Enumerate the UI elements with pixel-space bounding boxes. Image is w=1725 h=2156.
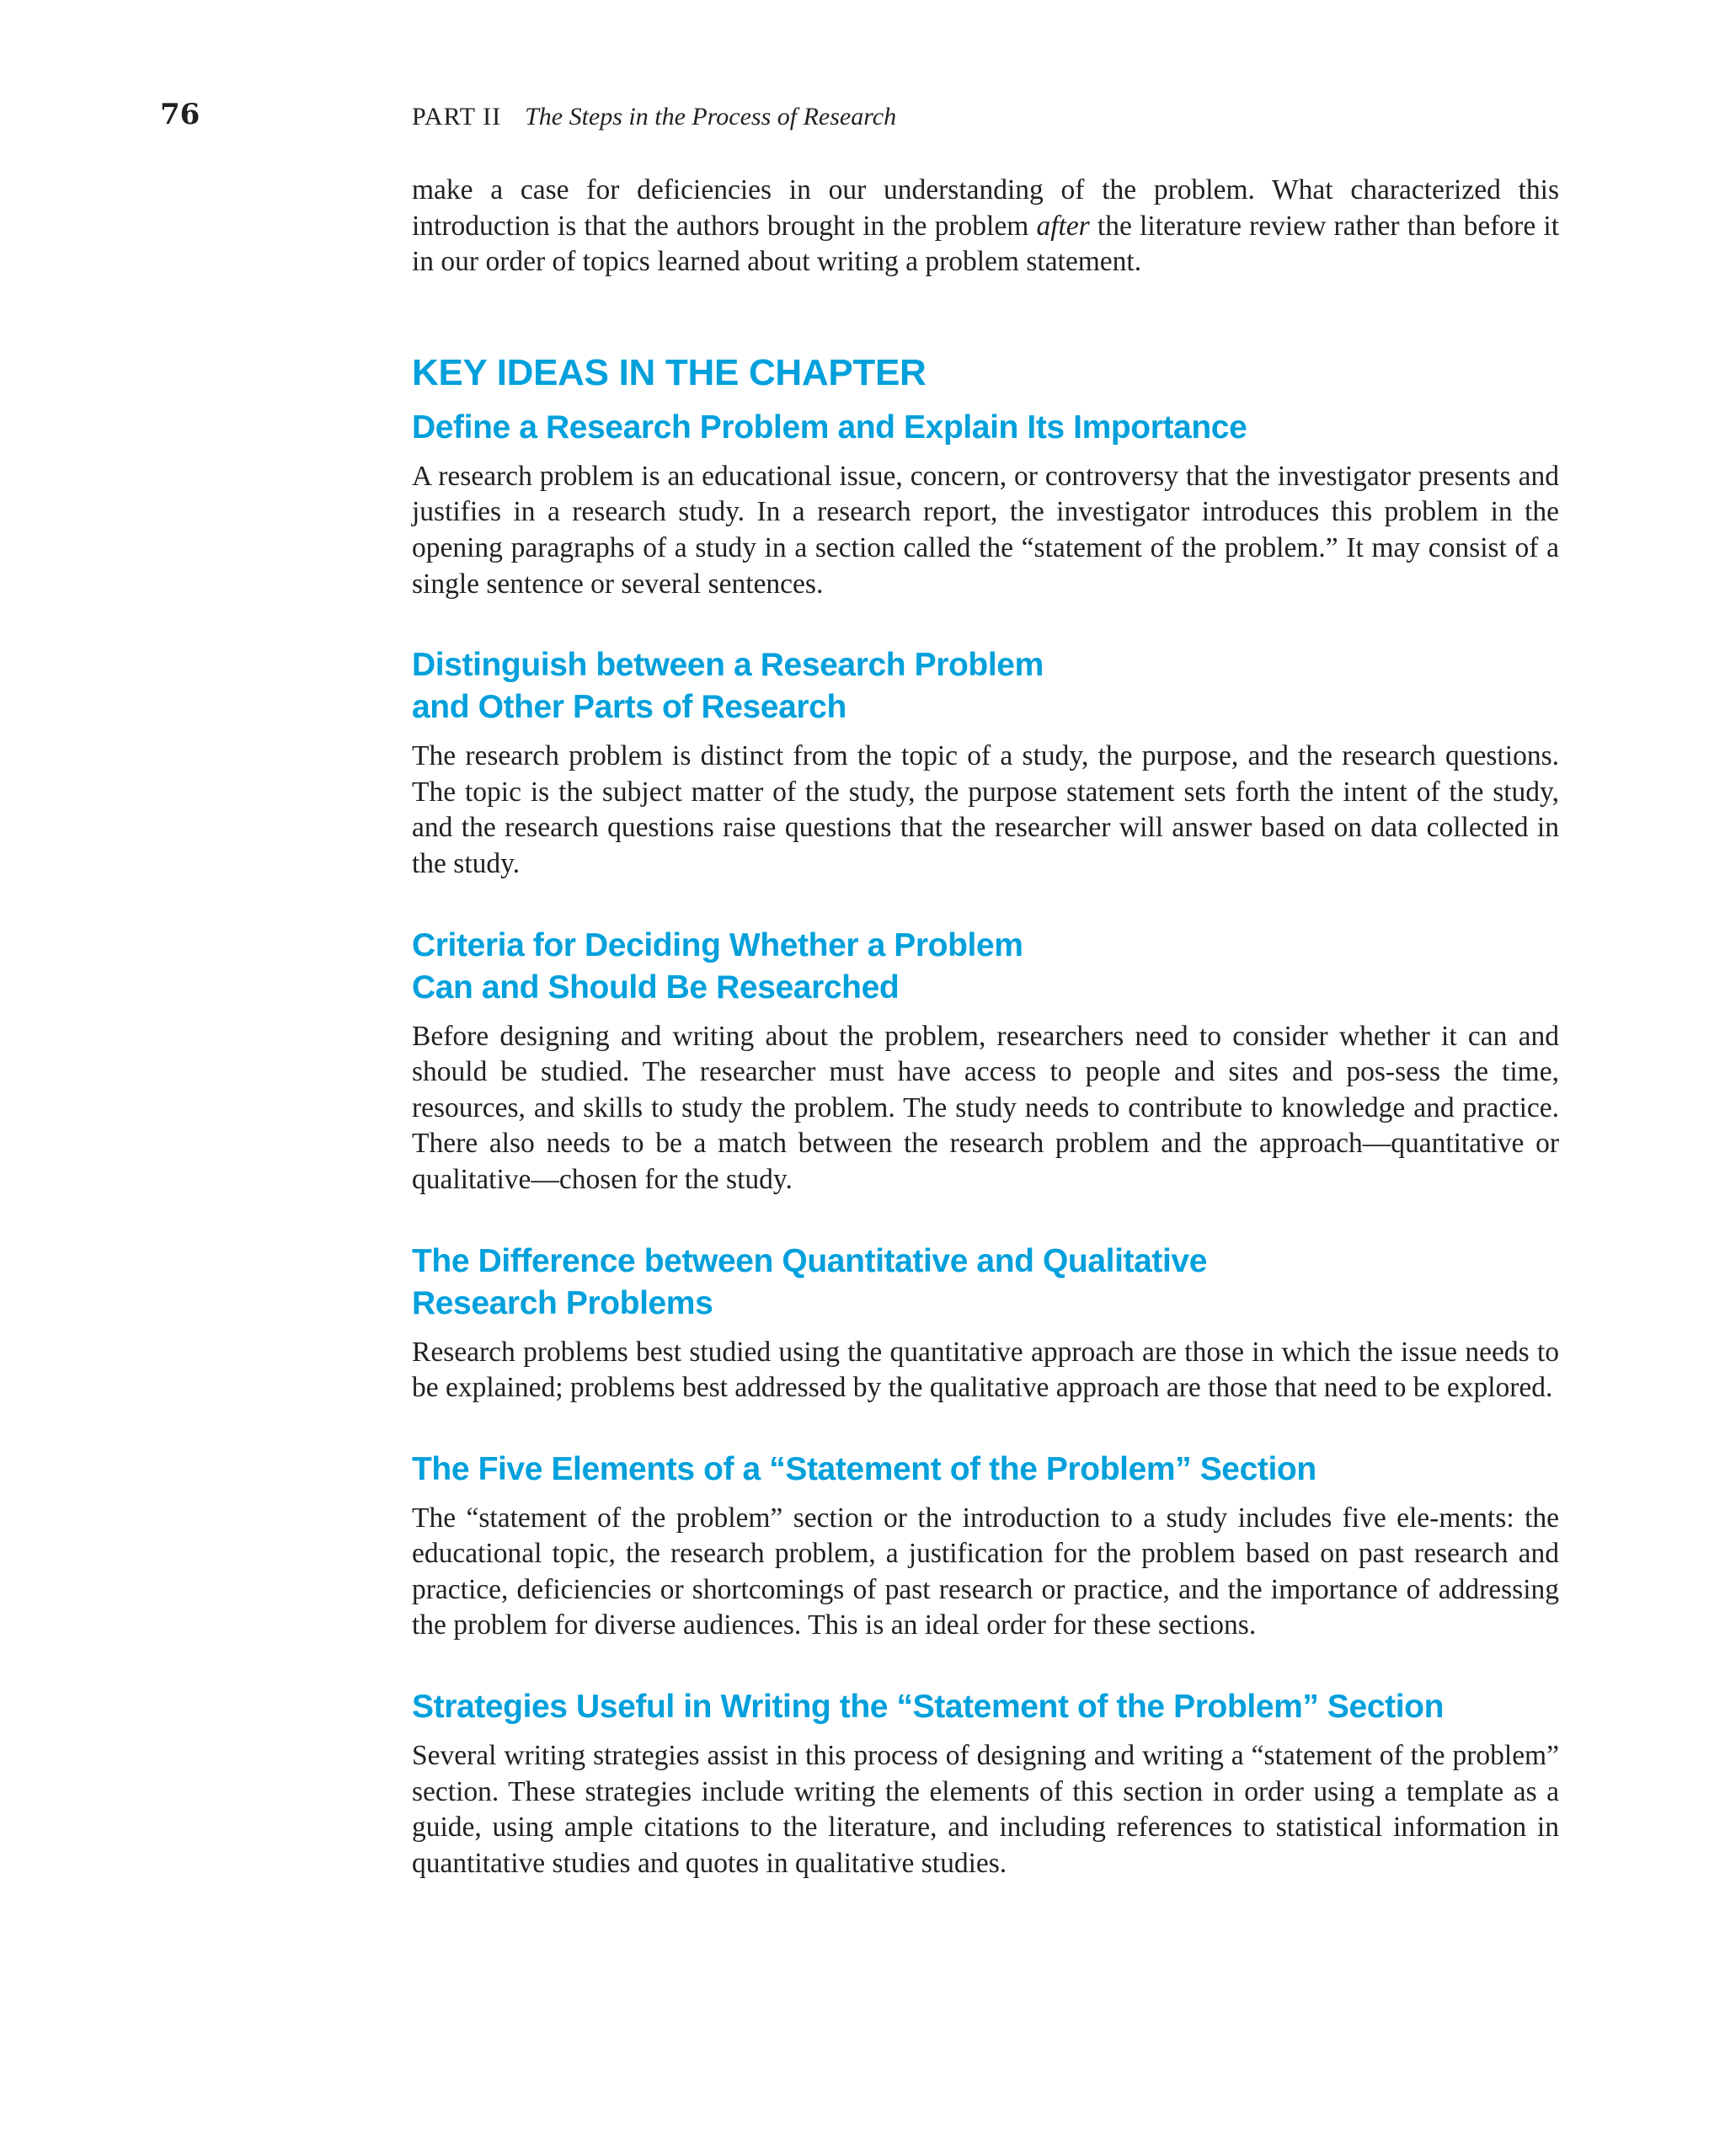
section-body: Several writing strategies assist in this process of designing and writing a “statement of the problem” section. These strategies include writing the elements of this section in order using a template as a guide, using ample citations to the literature, and including references to statistical information in quantitative studies and quotes in qualitative studies. bbox=[412, 1740, 1559, 1879]
section-body: A research problem is an educational issue, concern, or controversy that the investigator presents and justifies in a research study. In a research report, the investigator introduces this problem in the opening paragraphs of a study in a section called the “statement of the problem.” It may consist of a single sentence or several sentences. bbox=[412, 460, 1559, 600]
section-title-line: Can and Should Be Researched bbox=[412, 969, 900, 1006]
page-content bbox=[412, 173, 1559, 1881]
intro-paragraph bbox=[412, 173, 1559, 280]
part-label: PART II bbox=[412, 103, 502, 131]
intro-text-before: make a case for deficiencies in our understanding of the problem. What characterized this introduction is that the authors brought in the problem bbox=[412, 174, 1559, 242]
section-title-line: Distinguish between a Research Problem bbox=[412, 647, 1044, 684]
section-title-line: The Five Elements of a “Statement of the Problem” Section bbox=[412, 1450, 1316, 1487]
section-body: Research problems best studied using the quantitative approach are those in which the issue needs to be explained; problems best addressed by the qualitative approach are those that need to be explored. bbox=[412, 1336, 1559, 1404]
intro-emphasis: after bbox=[1036, 210, 1090, 242]
section-body: The research problem is distinct from the topic of a study, the purpose, and the research questions. The topic is the subject matter of the study, the purpose statement sets forth the intent of the study, and the research questions raise questions that the researcher will answer based on data collected in the study. bbox=[412, 740, 1559, 879]
section-title bbox=[412, 1449, 1559, 1491]
section-title-line: Define a Research Problem and Explain Its Importance bbox=[412, 408, 1247, 446]
running-head bbox=[412, 101, 896, 133]
section-body: Before designing and writing about the problem, researchers need to consider whether it can and should be studied. The researcher must have access to people and sites and pos-sess the time, resources, and skills to study the problem. The study needs to contribute to knowledge and practice. There also needs to be a match between the research problem and the approach—quantitative or qualitative—chosen for the study. bbox=[412, 1020, 1559, 1195]
section-title-line: Strategies Useful in Writing the “Statement of the Problem” Section bbox=[412, 1689, 1444, 1726]
section-title-line: Research Problems bbox=[412, 1284, 713, 1321]
intro-text-after: the literature review rather than before it in our order of topics learned about writing a problem statement. bbox=[412, 210, 1559, 278]
section-title bbox=[412, 925, 1559, 1009]
part-title: The Steps in the Process of Research bbox=[525, 103, 897, 131]
section-define-research-problem bbox=[412, 407, 1559, 602]
page-number: 76 bbox=[160, 98, 200, 131]
section-quantitative-vs-qualitative bbox=[412, 1241, 1559, 1406]
section-title bbox=[412, 1686, 1559, 1728]
section-title-line: Criteria for Deciding Whether a Problem bbox=[412, 926, 1023, 963]
section-distinguish-research-problem bbox=[412, 644, 1559, 882]
section-body: The “statement of the problem” section or the introduction to a study includes five ele-ments: the educational topic, the research problem, a justification for the problem based on past research and practice, deficiencies or shortcomings of past research or practice, and the importance of addressing the problem for diverse audiences. This is an ideal order for these sections. bbox=[412, 1502, 1559, 1641]
section-criteria-for-deciding bbox=[412, 925, 1559, 1198]
section-five-elements bbox=[412, 1449, 1559, 1644]
section-title-line: and Other Parts of Research bbox=[412, 689, 846, 726]
section-title-line: The Difference between Quantitative and Qualitative bbox=[412, 1242, 1207, 1279]
section-title bbox=[412, 644, 1559, 728]
key-ideas-heading: KEY IDEAS IN THE CHAPTER bbox=[412, 351, 927, 393]
section-title bbox=[412, 407, 1559, 449]
section-title bbox=[412, 1241, 1559, 1325]
section-writing-strategies bbox=[412, 1686, 1559, 1881]
